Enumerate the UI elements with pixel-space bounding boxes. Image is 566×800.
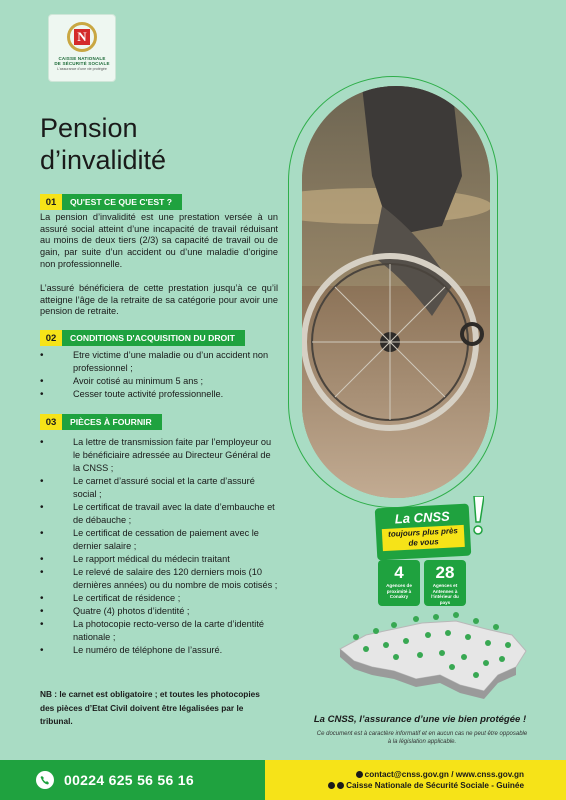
wheelchair-illustration-icon [302,86,490,498]
list-item: • La photocopie recto-verso de la carte d’identité nationale ; [40,619,265,642]
contact-text[interactable]: contact@cnss.gov.gn / www.cnss.gov.gn [364,770,524,779]
section-label: QU'EST CE QUE C'EST ? [62,194,182,210]
stat-number: 28 [435,563,455,582]
list-item: • Le certificat de cessation de paiement avec le dernier salaire ; [40,528,259,551]
org-line [328,780,524,791]
stat-agencies-conakry [378,560,420,606]
section-header-conditions [40,330,245,346]
social-icon [337,782,344,789]
list-item: • Le rapport médical du médecin traitant [40,554,230,565]
social-icon [328,782,335,789]
disclaimer: Ce document est à caractère informatif et en aucun cas ne peut être opposable à la législation applicable. [316,731,528,745]
list-item: • La lettre de transmission faite par l’employeur ou le bénéficiaire adressée au Directeur Général de la CNSS ; [40,437,272,473]
wheelchair-beach-photo [302,86,490,498]
title-line-1: Pension [40,113,138,143]
phone-number[interactable]: 00224 625 56 56 16 [64,772,194,788]
promo-title: La CNSS [394,508,451,527]
section-number: 01 [40,194,62,210]
list-item: • Cesser toute activité professionnelle. [40,389,224,400]
footer-contact-block [265,760,566,800]
list-item: • Le relevé de salaire des 120 derniers mois (10 dernières années) ou du nombre de mois cotisés ; [40,567,278,590]
wreath-emblem-icon: N [67,22,97,52]
footer [0,760,566,800]
documents-list [40,436,280,657]
footer-phone-block [0,760,265,800]
list-item: • Avoir cotisé au minimum 5 ans ; [40,376,204,387]
exclamation-icon [472,496,484,536]
cnss-promo-badge [375,504,472,561]
motto: La CNSS, l’assurance d’une vie bien protégée ! [313,714,527,725]
intro-paragraph-1: La pension d’invalidité est une prestation versée à un assuré social atteint d’une incapacité de travail réduisant au moins de deux tiers (2/3) sa capacité de travail ou de gain, par suite d’un accident ou d’une maladie d’origine non professionnelle. [40,212,278,269]
section-number: 02 [40,330,62,346]
list-item: • Le certificat de résidence ; [40,593,181,604]
list-item: • Le certificat de travail avec la date d’embauche et de débauche ; [40,502,275,525]
list-item: • Etre victime d’une maladie ou d’un accident non professionnel ; [40,350,269,373]
guinea-map-icon [336,605,536,705]
conditions-list [40,349,280,401]
page-title [40,112,166,176]
logo-line-1: CAISSE NATIONALE [58,56,106,61]
stat-description: Agences et Antennes à l'intérieur du pays [431,583,459,605]
stat-agencies-interior [424,560,466,606]
cnss-logo [48,14,116,82]
logo-line-2: DE SÉCURITÉ SOCIALE [54,61,110,66]
contact-line [356,769,524,780]
list-item: • Le carnet d’assuré social et la carte d’assuré social ; [40,476,255,499]
email-icon [356,771,363,778]
title-line-2: d’invalidité [40,145,167,175]
section-header-definition [40,194,182,210]
section-label: PIÈCES À FOURNIR [62,414,162,430]
promo-subtitle: toujours plus près de vous [382,525,465,551]
nb-note: NB : le carnet est obligatoire ; et toutes les photocopies des pièces d’Etat Civil doivent être légalisées par le tribunal. [40,689,260,726]
section-number: 03 [40,414,62,430]
list-item: • Quatre (4) photos d’identité ; [40,606,190,617]
intro-paragraph-2: L’assuré bénéficiera de cette prestation jusqu’à ce qu’il atteigne l’âge de la retraite de sa catégorie pour avoir une pension de retraite. [40,283,278,317]
list-item: • Le numéro de téléphone de l’assuré. [40,645,223,656]
whatsapp-phone-icon [36,771,54,789]
logo-tagline: L'assurance d'une vie protégée [57,67,107,71]
stat-number: 4 [394,563,404,582]
section-header-documents [40,414,162,430]
stat-description: Agences de proximité à Conakry [386,583,412,599]
org-name: Caisse Nationale de Sécurité Sociale - Guinée [346,781,524,790]
section-label: CONDITIONS D'ACQUISITION DU DROIT [62,330,245,346]
